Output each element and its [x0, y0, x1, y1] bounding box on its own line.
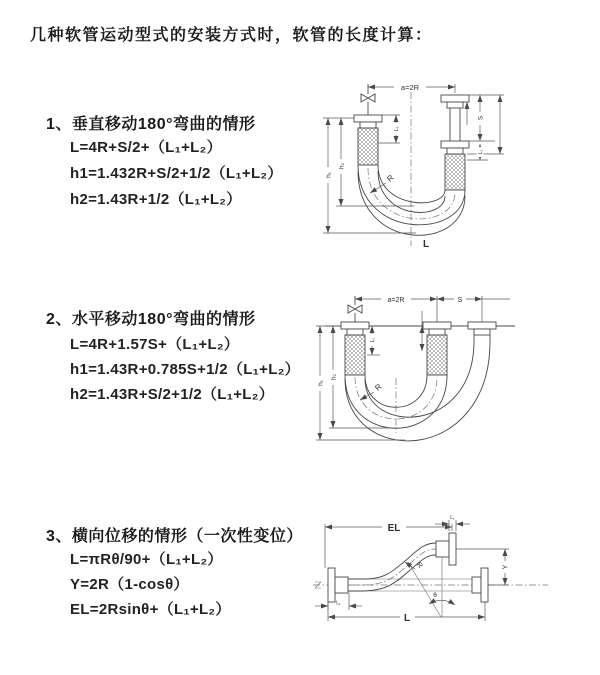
left-flange-assembly [354, 115, 382, 165]
left-flange-assembly [341, 322, 369, 375]
bottom-right-flange [472, 568, 488, 602]
dim-l1 [367, 311, 422, 355]
dim-label-s: S [457, 297, 463, 304]
section-3-heading: 3、横向位移的情形（一次性变位） [46, 528, 303, 545]
section-1-heading: 1、垂直移动180°弯曲的情形 [46, 116, 256, 133]
dim-label-a2r: a=2R [387, 297, 405, 304]
right-flange-assembly [468, 322, 496, 335]
dim-label-r: R [385, 173, 396, 184]
hose-displaced-position [348, 543, 436, 591]
right-flange-assembly [441, 95, 469, 190]
section-3-formula-Y: Y=2R（1-cosθ） [70, 576, 189, 593]
dim-a2r-s [355, 294, 510, 322]
dim-label-s: S [477, 115, 485, 121]
dim-label-l1-left: L₁ [394, 126, 400, 132]
radius-pointer [405, 561, 424, 569]
dim-label-l1-bottom: L₁ [336, 600, 341, 607]
dim-label-h2: h₂ [338, 162, 346, 170]
diagram-lateral-displacement [305, 505, 595, 650]
dim-s-right [467, 95, 504, 160]
dim-label-theta: θ [433, 592, 437, 599]
section-3-formula-L: L=πRθ/90+（L₁+L₂） [70, 551, 223, 568]
dim-label-l: L [423, 239, 430, 250]
diagram-horizontal-180-bend [310, 283, 600, 463]
dim-a2r [368, 82, 455, 93]
dim-l1-top [435, 515, 470, 531]
radius-pointer [360, 382, 384, 400]
dim-l [328, 602, 485, 624]
middle-flange-assembly [423, 322, 451, 375]
dim-label-l1-top: L₁ [450, 515, 455, 521]
left-flange [328, 568, 348, 602]
section-1-formula-L: L=4R+S/2+（L₁+L₂） [70, 139, 222, 156]
dim-label-l: L [403, 613, 411, 624]
dim-l1-bottom [315, 593, 362, 610]
dim-label-l1: L₁ [370, 337, 376, 343]
diagram-vertical-180-bend [310, 70, 600, 260]
section-2-formula-L: L=4R+1.57S+（L₁+L₂） [70, 336, 240, 353]
dim-label-h1: h₁ [325, 172, 333, 178]
dim-label-a2r: a=2R [400, 83, 420, 92]
dim-label-el: EL [387, 523, 401, 534]
valve-symbol [361, 84, 375, 115]
top-right-flange [436, 533, 456, 565]
section-3-formula-EL: EL=2Rsinθ+（L₁+L₂） [70, 601, 231, 618]
section-2-formula-h1: h1=1.43R+0.785S+1/2（L₁+L₂） [70, 361, 300, 378]
dim-label-h2: h₂ [330, 373, 338, 381]
section-1-formula-h1: h1=1.432R+S/2+1/2（L₁+L₂） [70, 165, 283, 182]
hose-u-curves [345, 335, 490, 441]
dim-label-h1: h₁ [317, 380, 325, 386]
dim-label-y: Y [502, 564, 510, 570]
dim-label-r: R [373, 382, 384, 393]
page-title: 几种软管运动型式的安装方式时，软管的长度计算： [30, 27, 433, 44]
section-2-formula-h2: h2=1.43R+S/2+1/2（L₁+L₂） [70, 386, 275, 403]
dim-label-r: R [414, 561, 424, 570]
section-1-formula-h2: h2=1.43R+1/2（L₁+L₂） [70, 191, 242, 208]
dim-label-l1-right: L₁ [478, 149, 484, 155]
section-2-heading: 2、水平移动180°弯曲的情形 [46, 311, 256, 328]
dim-el [325, 521, 452, 568]
